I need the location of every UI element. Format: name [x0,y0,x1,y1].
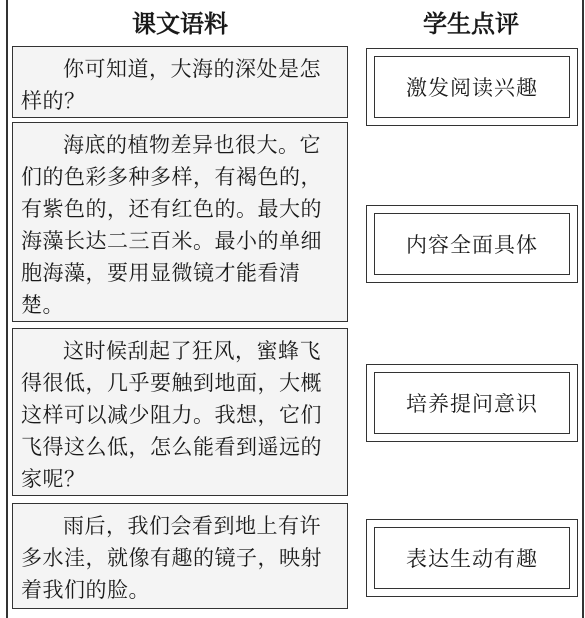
header-student-review: 学生点评 [423,10,519,38]
comment-label-2: 内容全面具体 [374,213,570,275]
passage-4: 雨后，我们会看到地上有许多水洼，就像有趣的镜子，映射着我们的脸。 [12,503,348,609]
comment-box-4 [366,519,578,597]
comment-label-4: 表达生动有趣 [374,527,570,589]
comment-box-1 [366,48,578,126]
passage-1: 你可知道，大海的深处是怎样的？ [12,46,348,118]
comment-label-1: 激发阅读兴趣 [374,56,570,118]
comment-box-2 [366,205,578,283]
comment-label-3: 培养提问意识 [374,372,570,434]
passage-2: 海底的植物差异也很大。它们的色彩多种多样，有褐色的，有紫色的，还有红色的。最大的海藻长达二三百米。最小的单细胞海藻，要用显微镜才能看清楚。 [12,122,348,322]
passage-3: 这时候刮起了狂风，蜜蜂飞得很低，几乎要触到地面，大概这样可以减少阻力。我想，它们飞得这么低，怎么能看到遥远的家呢？ [12,328,348,496]
header-text-corpus: 课文语料 [132,10,228,38]
comment-box-3 [366,364,578,442]
